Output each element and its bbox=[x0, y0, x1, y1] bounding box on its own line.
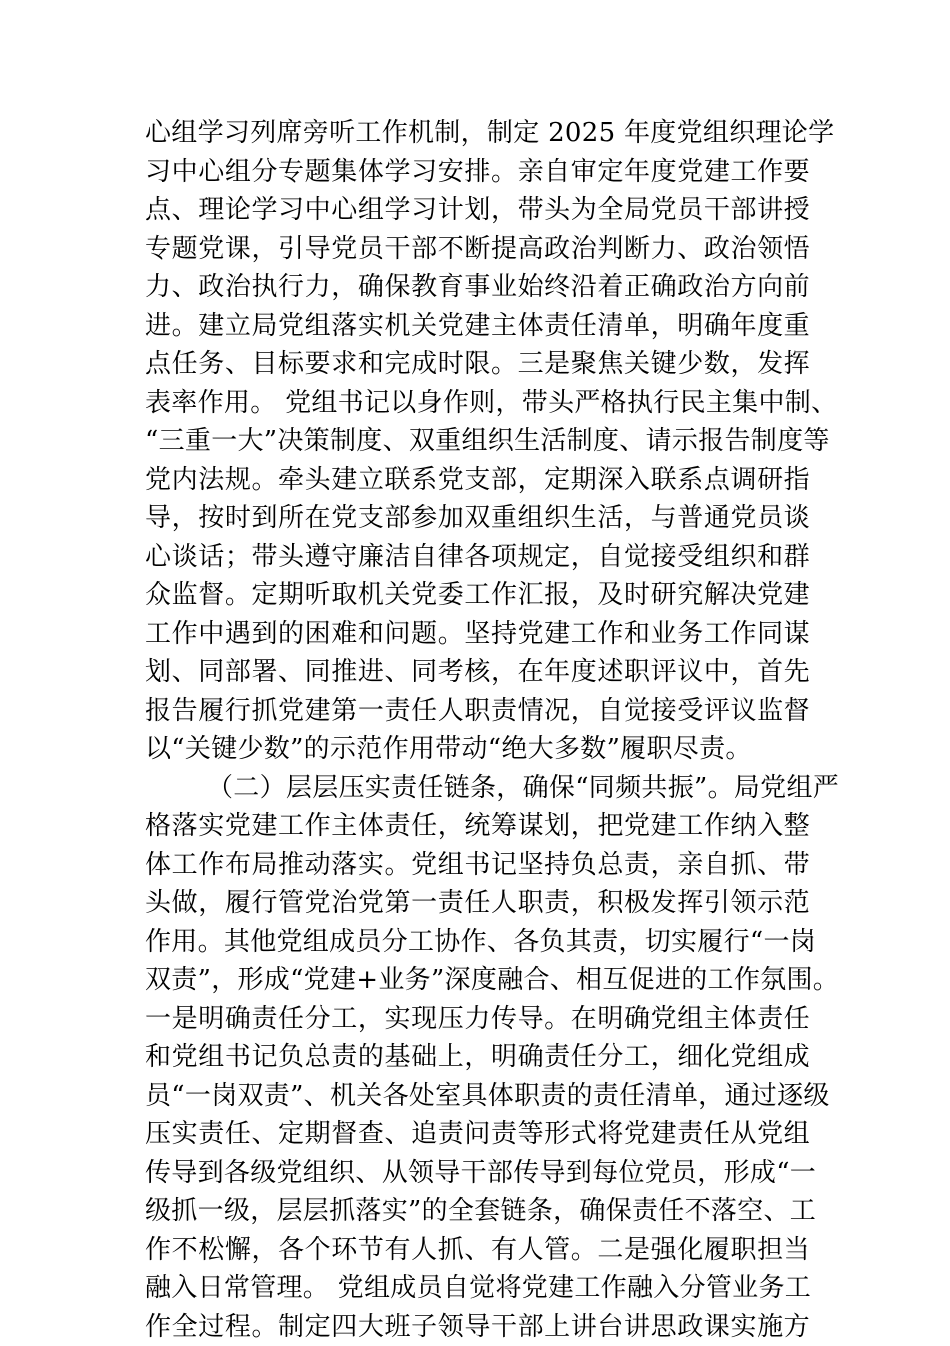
text-line: 导，按时到所在党支部参加双重组织生活，与普通党员谈 bbox=[145, 499, 810, 538]
text-line: 习中心组分专题集体学习安排。亲自审定年度党建工作要 bbox=[145, 153, 810, 192]
text-line: 格落实党建工作主体责任，统筹谋划，把党建工作纳入整 bbox=[145, 807, 810, 846]
text-line: 力、政治执行力，确保教育事业始终沿着正确政治方向前 bbox=[145, 268, 810, 307]
text-line: 作不松懈，各个环节有人抓、有人管。二是强化履职担当 bbox=[145, 1231, 810, 1270]
text-line: 划、同部署、同推进、同考核，在年度述职评议中，首先 bbox=[145, 653, 810, 692]
text-line: 以“关键少数”的示范作用带动“绝大多数”履职尽责。 bbox=[145, 730, 810, 769]
text-line: 一是明确责任分工，实现压力传导。在明确党组主体责任 bbox=[145, 1000, 810, 1039]
text-line: 点任务、目标要求和完成时限。三是聚焦关键少数，发挥 bbox=[145, 345, 810, 384]
text-line: 传导到各级党组织、从领导干部传导到每位党员，形成“一 bbox=[145, 1154, 810, 1193]
text-line: 压实责任、定期督查、追责问责等形式将党建责任从党组 bbox=[145, 1115, 810, 1154]
text-line: 工作中遇到的困难和问题。坚持党建工作和业务工作同谋 bbox=[145, 615, 810, 654]
text-line: 双责”，形成“党建+业务”深度融合、相互促进的工作氛围。 bbox=[145, 961, 810, 1000]
text-line: 作全过程。制定四大班子领导干部上讲台讲思政课实施方 bbox=[145, 1308, 810, 1346]
text-line: 级抓一级，层层抓落实”的全套链条，确保责任不落空、工 bbox=[145, 1192, 810, 1231]
text-line: 表率作用。 党组书记以身作则，带头严格执行民主集中制、 bbox=[145, 384, 810, 423]
text-line: 头做，履行管党治党第一责任人职责，积极发挥引领示范 bbox=[145, 884, 810, 923]
text-line: 体工作布局推动落实。党组书记坚持负总责，亲自抓、带 bbox=[145, 846, 810, 885]
text-line: 员“一岗双责”、机关各处室具体职责的责任清单，通过逐级 bbox=[145, 1077, 810, 1116]
text-line: 作用。其他党组成员分工协作、各负其责，切实履行“一岗 bbox=[145, 923, 810, 962]
section-heading-line: （二）层层压实责任链条，确保“同频共振”。局党组严 bbox=[145, 769, 810, 808]
text-line: “三重一大”决策制度、双重组织生活制度、请示报告制度等 bbox=[145, 422, 810, 461]
text-line: 心谈话；带头遵守廉洁自律各项规定，自觉接受组织和群 bbox=[145, 538, 810, 577]
text-line: 和党组书记负总责的基础上，明确责任分工，细化党组成 bbox=[145, 1038, 810, 1077]
text-line: 心组学习列席旁听工作机制，制定 2025 年度党组织理论学 bbox=[145, 114, 810, 153]
text-line: 报告履行抓党建第一责任人职责情况，自觉接受评议监督 bbox=[145, 692, 810, 731]
text-line: 融入日常管理。 党组成员自觉将党建工作融入分管业务工 bbox=[145, 1269, 810, 1308]
text-line: 专题党课，引导党员干部不断提高政治判断力、政治领悟 bbox=[145, 230, 810, 269]
text-line: 众监督。定期听取机关党委工作汇报，及时研究解决党建 bbox=[145, 576, 810, 615]
text-line: 进。建立局党组落实机关党建主体责任清单，明确年度重 bbox=[145, 307, 810, 346]
text-line: 党内法规。牵头建立联系党支部，定期深入联系点调研指 bbox=[145, 461, 810, 500]
body-text bbox=[145, 114, 810, 1346]
text-line: 点、理论学习中心组学习计划，带头为全局党员干部讲授 bbox=[145, 191, 810, 230]
